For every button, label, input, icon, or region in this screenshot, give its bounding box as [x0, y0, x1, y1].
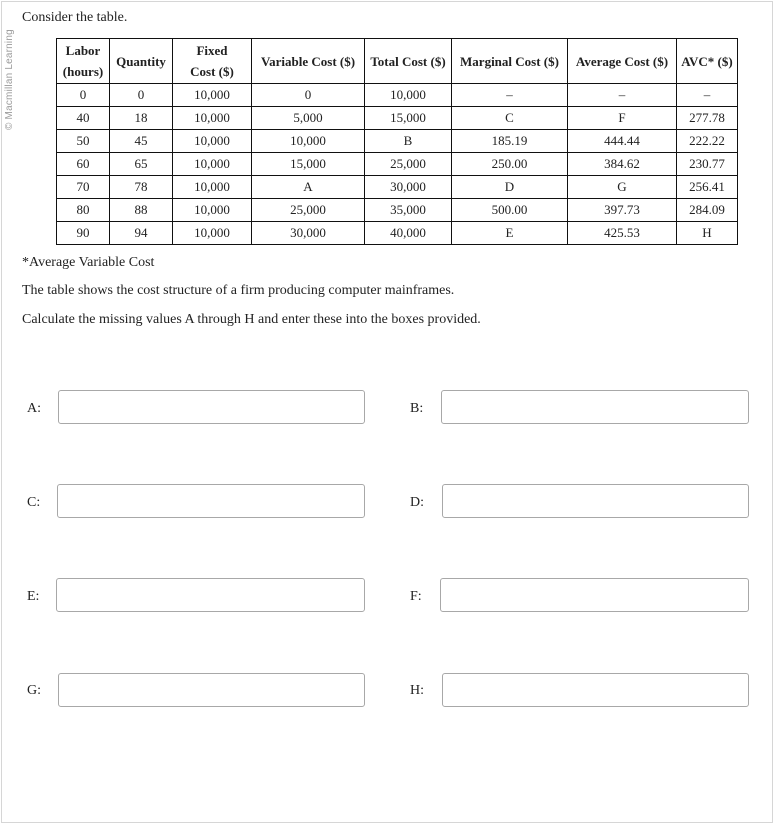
cell-average: G	[568, 176, 677, 199]
cell-variable: 25,000	[252, 199, 365, 222]
cell-total: 30,000	[365, 176, 452, 199]
table-row	[57, 199, 738, 222]
cell-total: 40,000	[365, 222, 452, 245]
publisher-watermark: © Macmillan Learning	[4, 29, 15, 130]
cell-total: 25,000	[365, 153, 452, 176]
cell-quantity: 78	[110, 176, 173, 199]
cell-average: F	[568, 107, 677, 130]
cell-marginal: 250.00	[452, 153, 568, 176]
answer-h-input[interactable]	[442, 673, 749, 707]
cell-total: 10,000	[365, 84, 452, 107]
instruction-text: Calculate the missing values A through H and enter these into the boxes provided.	[22, 312, 481, 327]
cell-avc: 284.09	[677, 199, 738, 222]
cell-variable: 10,000	[252, 130, 365, 153]
cell-average: 444.44	[568, 130, 677, 153]
cell-avc: 230.77	[677, 153, 738, 176]
table-row	[57, 130, 738, 153]
answer-g-label: G:	[27, 683, 41, 698]
cell-quantity: 0	[110, 84, 173, 107]
cell-variable: 0	[252, 84, 365, 107]
answer-b-input[interactable]	[441, 390, 749, 424]
table-row	[57, 222, 738, 245]
answer-c-input[interactable]	[57, 484, 365, 518]
answer-f-input[interactable]	[440, 578, 749, 612]
cell-labor: 60	[57, 153, 110, 176]
cell-labor: 80	[57, 199, 110, 222]
cell-fixed: 10,000	[173, 176, 252, 199]
cell-average: 397.73	[568, 199, 677, 222]
answer-a-label: A:	[27, 401, 41, 416]
header-quantity: Quantity	[110, 39, 173, 84]
table-row	[57, 176, 738, 199]
cell-marginal: –	[452, 84, 568, 107]
cell-marginal: 185.19	[452, 130, 568, 153]
cell-average: –	[568, 84, 677, 107]
answer-e-label: E:	[27, 589, 40, 604]
cell-average: 425.53	[568, 222, 677, 245]
cell-fixed: 10,000	[173, 107, 252, 130]
cell-avc: 256.41	[677, 176, 738, 199]
cell-average: 384.62	[568, 153, 677, 176]
answer-b-label: B:	[410, 401, 424, 416]
cell-quantity: 65	[110, 153, 173, 176]
cell-quantity: 88	[110, 199, 173, 222]
header-fixed-cost: Fixed Cost ($)	[173, 39, 252, 84]
cell-total: B	[365, 130, 452, 153]
cell-fixed: 10,000	[173, 222, 252, 245]
cell-marginal: C	[452, 107, 568, 130]
cell-variable: 30,000	[252, 222, 365, 245]
header-avc: AVC* ($)	[677, 39, 738, 84]
answer-c-label: C:	[27, 495, 41, 510]
answer-h-label: H:	[410, 683, 424, 698]
cell-labor: 70	[57, 176, 110, 199]
cell-variable: 15,000	[252, 153, 365, 176]
header-variable-cost: Variable Cost ($)	[252, 39, 365, 84]
cell-variable: A	[252, 176, 365, 199]
table-row	[57, 153, 738, 176]
cell-quantity: 94	[110, 222, 173, 245]
cell-labor: 0	[57, 84, 110, 107]
cell-avc: 277.78	[677, 107, 738, 130]
cell-quantity: 18	[110, 107, 173, 130]
cell-fixed: 10,000	[173, 130, 252, 153]
footnote: *Average Variable Cost	[22, 255, 155, 270]
cell-marginal: D	[452, 176, 568, 199]
table-header-row	[57, 39, 738, 84]
table-row	[57, 84, 738, 107]
cell-labor: 40	[57, 107, 110, 130]
cell-avc: H	[677, 222, 738, 245]
cell-quantity: 45	[110, 130, 173, 153]
cell-marginal: 500.00	[452, 199, 568, 222]
cell-variable: 5,000	[252, 107, 365, 130]
cell-avc: –	[677, 84, 738, 107]
description-text: The table shows the cost structure of a firm producing computer mainframes.	[22, 283, 455, 298]
answer-d-input[interactable]	[442, 484, 749, 518]
answer-g-input[interactable]	[58, 673, 365, 707]
cell-marginal: E	[452, 222, 568, 245]
cell-total: 15,000	[365, 107, 452, 130]
cell-avc: 222.22	[677, 130, 738, 153]
cell-fixed: 10,000	[173, 199, 252, 222]
cell-fixed: 10,000	[173, 84, 252, 107]
cell-fixed: 10,000	[173, 153, 252, 176]
answer-e-input[interactable]	[56, 578, 365, 612]
cell-labor: 50	[57, 130, 110, 153]
answer-a-input[interactable]	[58, 390, 365, 424]
answer-f-label: F:	[410, 589, 422, 604]
header-marginal-cost: Marginal Cost ($)	[452, 39, 568, 84]
table-row	[57, 107, 738, 130]
cost-table	[56, 38, 738, 245]
cell-labor: 90	[57, 222, 110, 245]
header-total-cost: Total Cost ($)	[365, 39, 452, 84]
answer-d-label: D:	[410, 495, 424, 510]
cell-total: 35,000	[365, 199, 452, 222]
intro-text: Consider the table.	[22, 10, 128, 25]
header-average-cost: Average Cost ($)	[568, 39, 677, 84]
header-labor: Labor (hours)	[57, 39, 110, 84]
